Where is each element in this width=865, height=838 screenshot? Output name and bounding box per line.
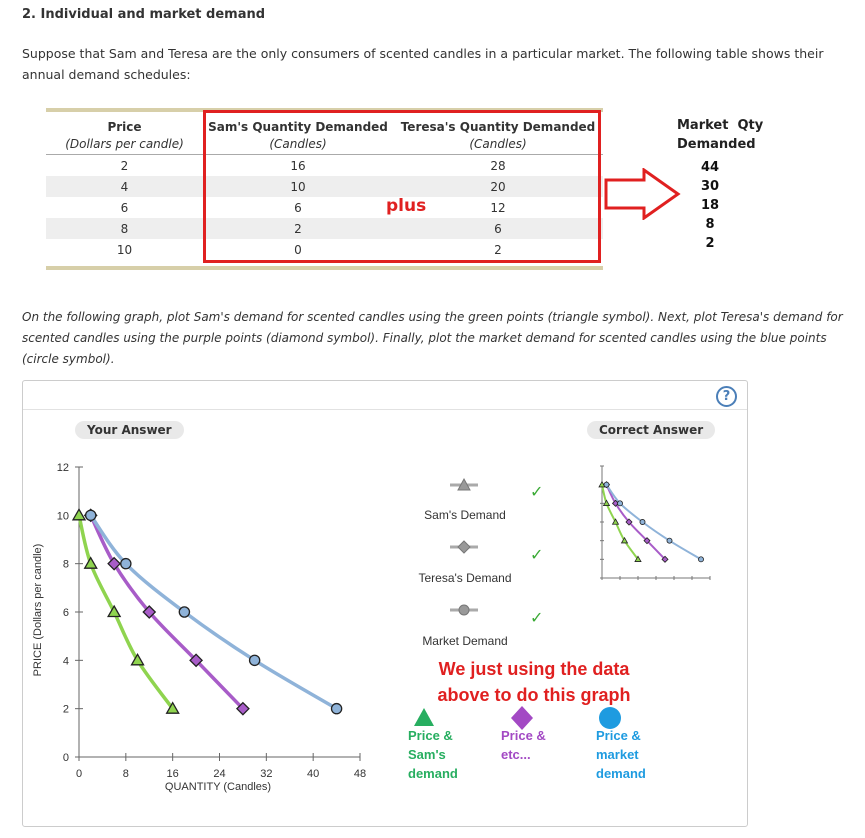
x-tick-label: 48: [353, 768, 367, 780]
market-qty-value: 2: [705, 236, 715, 251]
teresa-qty-cell: 12: [490, 200, 506, 215]
mini-sam-line: [602, 485, 638, 560]
mini-market-point: [640, 519, 645, 524]
x-tick-label: 32: [260, 768, 273, 780]
mini-sam-point: [604, 500, 610, 505]
green-triangle-icon: [412, 707, 436, 727]
col-header-teresa: Teresa's Quantity Demanded: [400, 120, 596, 134]
sam-demand-line: [79, 515, 173, 708]
legend-note-line: Price &: [501, 728, 546, 743]
price-cell: 8: [46, 218, 203, 239]
y-tick-label: 0: [62, 752, 69, 764]
legend-note-sam: [408, 726, 458, 783]
market-qty-title-2: Demanded: [677, 137, 756, 152]
col-header-price: Price: [107, 120, 142, 134]
legend-note-line: Price &: [408, 728, 453, 743]
help-button[interactable]: ?: [716, 386, 737, 407]
mini-market-point: [667, 538, 672, 543]
diamond-icon: [458, 541, 470, 553]
highlight-box: [203, 110, 601, 263]
correct-answer-thumbnail: [596, 460, 714, 585]
sam-qty-cell: 2: [203, 218, 393, 239]
price-cell: 2: [120, 158, 129, 173]
x-tick-label: 16: [166, 768, 179, 780]
mini-market-point: [604, 482, 609, 487]
market-qty-values: [690, 158, 730, 253]
x-tick-label: 24: [213, 768, 226, 780]
circle-icon: [459, 605, 469, 615]
y-tick-label: 6: [62, 607, 69, 619]
table-bottom-rule: [46, 266, 603, 270]
x-tick-label: 0: [75, 768, 83, 780]
teresa-qty-cell: 6: [393, 218, 603, 239]
x-tick-label: 8: [122, 768, 129, 780]
market-qty-title-1: Market Qty: [677, 118, 764, 133]
col-unit-sam: (Candles): [269, 137, 327, 151]
correct-answer-tab[interactable]: Correct Answer: [587, 421, 715, 439]
teresa-demand-label: Teresa's Demand: [418, 571, 512, 585]
y-axis-label: PRICE (Dollars per candle): [32, 543, 44, 677]
market-point[interactable]: [331, 704, 341, 714]
market-qty-header: [677, 116, 764, 154]
sam-point[interactable]: [108, 606, 120, 617]
market-qty-value: 30: [700, 179, 720, 194]
sam-point[interactable]: [73, 509, 85, 519]
intro-text: Suppose that Sam and Teresa are the only consumers of scented candles in a particular market. The following table shows their annual demand schedules:: [22, 46, 824, 82]
demand-chart[interactable]: [22, 450, 382, 800]
market-demand-tool[interactable]: [450, 605, 478, 615]
check-icon: ✓: [530, 608, 544, 627]
x-axis-label: QUANTITY (Candles): [164, 781, 272, 793]
market-qty-value: 44: [700, 160, 720, 175]
sam-qty-cell: 10: [203, 176, 393, 197]
question-heading: 2. Individual and market demand: [22, 7, 266, 22]
price-cell: 10: [116, 242, 133, 257]
teresa-qty-cell: 28: [490, 158, 506, 173]
sam-demand-label: Sam's Demand: [424, 508, 506, 522]
graph-instructions: On the following graph, plot Sam's demand for scented candles using the green points (triangle symbol). Next, plot Teresa's demand for scented candles using the purple points (diamond symbol). Finally, plot the market demand for scented candles using the blue points (circle symbol).: [22, 310, 843, 366]
price-cell: 4: [46, 176, 203, 197]
legend-note-line: Sam's: [408, 747, 446, 762]
legend-note-line: etc...: [501, 747, 531, 762]
panel-divider: [23, 409, 747, 410]
sam-demand-tool[interactable]: [450, 479, 478, 490]
sam-qty-cell: 6: [294, 200, 302, 215]
col-header-sam: Sam's Quantity Demanded: [208, 120, 388, 134]
annotation-line-2: above to do this graph: [437, 685, 631, 705]
market-point[interactable]: [179, 607, 189, 617]
y-tick-label: 12: [56, 462, 69, 474]
legend-note-line: market: [596, 747, 639, 762]
market-point[interactable]: [86, 510, 96, 520]
market-demand-label: Market Demand: [422, 634, 508, 648]
mini-market-point: [698, 557, 703, 562]
market-point[interactable]: [250, 655, 260, 665]
annotation-line-1: We just using the data: [438, 659, 630, 679]
y-tick-label: 2: [62, 703, 69, 716]
price-cell: 6: [120, 200, 129, 215]
legend-note-line: demand: [596, 766, 646, 781]
legend-note-market: [596, 726, 646, 783]
teresa-demand-tool[interactable]: [450, 541, 478, 553]
legend-note-line: demand: [408, 766, 458, 781]
mini-market-point: [617, 501, 622, 506]
teresa-qty-cell: 2: [494, 242, 502, 257]
col-unit-price: (Dollars per candle): [65, 137, 184, 151]
plus-annotation: plus: [386, 196, 427, 216]
market-qty-value: 18: [700, 198, 720, 213]
legend-note-line: Price &: [596, 728, 641, 743]
sam-qty-cell: 0: [294, 242, 302, 257]
sam-point[interactable]: [85, 558, 97, 569]
y-tick-label: 8: [62, 558, 69, 571]
teresa-qty-cell: 20: [393, 176, 603, 197]
legend-note-teresa: [501, 726, 546, 764]
x-tick-label: 40: [307, 768, 320, 780]
check-icon: ✓: [530, 545, 544, 564]
sam-qty-cell: 16: [290, 158, 306, 173]
arrow-right-icon: [604, 168, 682, 220]
market-qty-value: 8: [705, 217, 715, 232]
graph-annotation: [404, 656, 664, 708]
col-unit-teresa: (Candles): [469, 137, 527, 151]
check-icon: ✓: [530, 482, 544, 501]
y-tick-label: 10: [56, 510, 69, 523]
market-point[interactable]: [121, 559, 131, 569]
y-tick-label: 4: [62, 655, 69, 668]
your-answer-tab[interactable]: Your Answer: [75, 421, 184, 439]
